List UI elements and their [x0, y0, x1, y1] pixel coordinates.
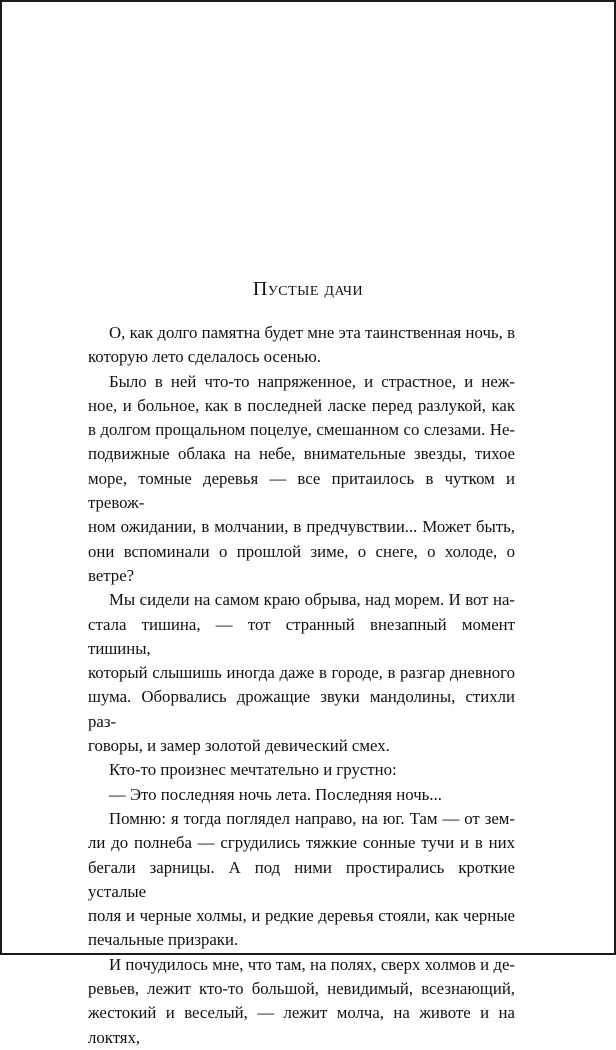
text-line: говоры, и замер золотой девический смех. — [88, 736, 390, 756]
chapter-title: Пустые дачи — [252, 278, 364, 300]
body-text — [88, 321, 515, 1050]
text-line: жестокий и веселый, — лежит молча, на животе и на локтях, — [88, 1003, 515, 1047]
text-line: шума. Оборвались дрожащие звуки мандолины, стихли раз- — [88, 687, 515, 731]
text-line: подвижные облака на небе, внимательные звезды, тихое — [88, 444, 515, 464]
text-line: О, как долго памятна будет мне эта таинственная ночь, в — [109, 323, 515, 342]
text-line: Помню: я тогда поглядел направо, на юг. Там — от зем- — [109, 808, 515, 828]
text-line: ное, и больное, как в последней ласке перед разлукой, как — [88, 395, 515, 415]
text-line: бегали зарницы. А под ними простирались кроткие усталые — [88, 857, 515, 901]
text-line: ревьев, лежит кто-то большой, невидимый, всезнающий, — [88, 979, 515, 999]
text-line: которую лето сделалось осенью. — [88, 347, 321, 367]
text-line: И почудилось мне, что там, на полях, сверх холмов и де- — [109, 954, 515, 974]
text-line: стала тишина, — тот странный внезапный момент тишины, — [88, 614, 515, 658]
text-line: ли до полнеба — сгрудились тяжкие сонные тучи и в них — [88, 833, 515, 853]
text-line: поля и черные холмы, и редкие деревья стояли, как черные — [88, 906, 515, 926]
text-line: Было в ней что-то напряженное, и страстное, и неж- — [109, 371, 515, 391]
text-line: — Это последняя ночь лета. Последняя ночь... — [109, 784, 442, 804]
text-line: который слышишь иногда даже в городе, в разгар дневного — [88, 663, 515, 683]
text-line: печальные призраки. — [88, 930, 239, 950]
text-line: ном ожидании, в молчании, в предчувствии... Может быть, — [88, 517, 515, 537]
text-line: они вспоминали о прошлой зиме, о снеге, о холоде, о ветре? — [88, 541, 515, 585]
text-line: Мы сидели на самом краю обрыва, над морем. И вот на- — [109, 590, 515, 610]
text-line: Кто-то произнес мечтательно и грустно: — [109, 760, 397, 780]
text-line: в долгом прощальном поцелуе, смешанном со слезами. Не- — [88, 420, 515, 440]
text-line: море, томные деревья — все притаилось в чутком и тревож- — [88, 468, 515, 513]
